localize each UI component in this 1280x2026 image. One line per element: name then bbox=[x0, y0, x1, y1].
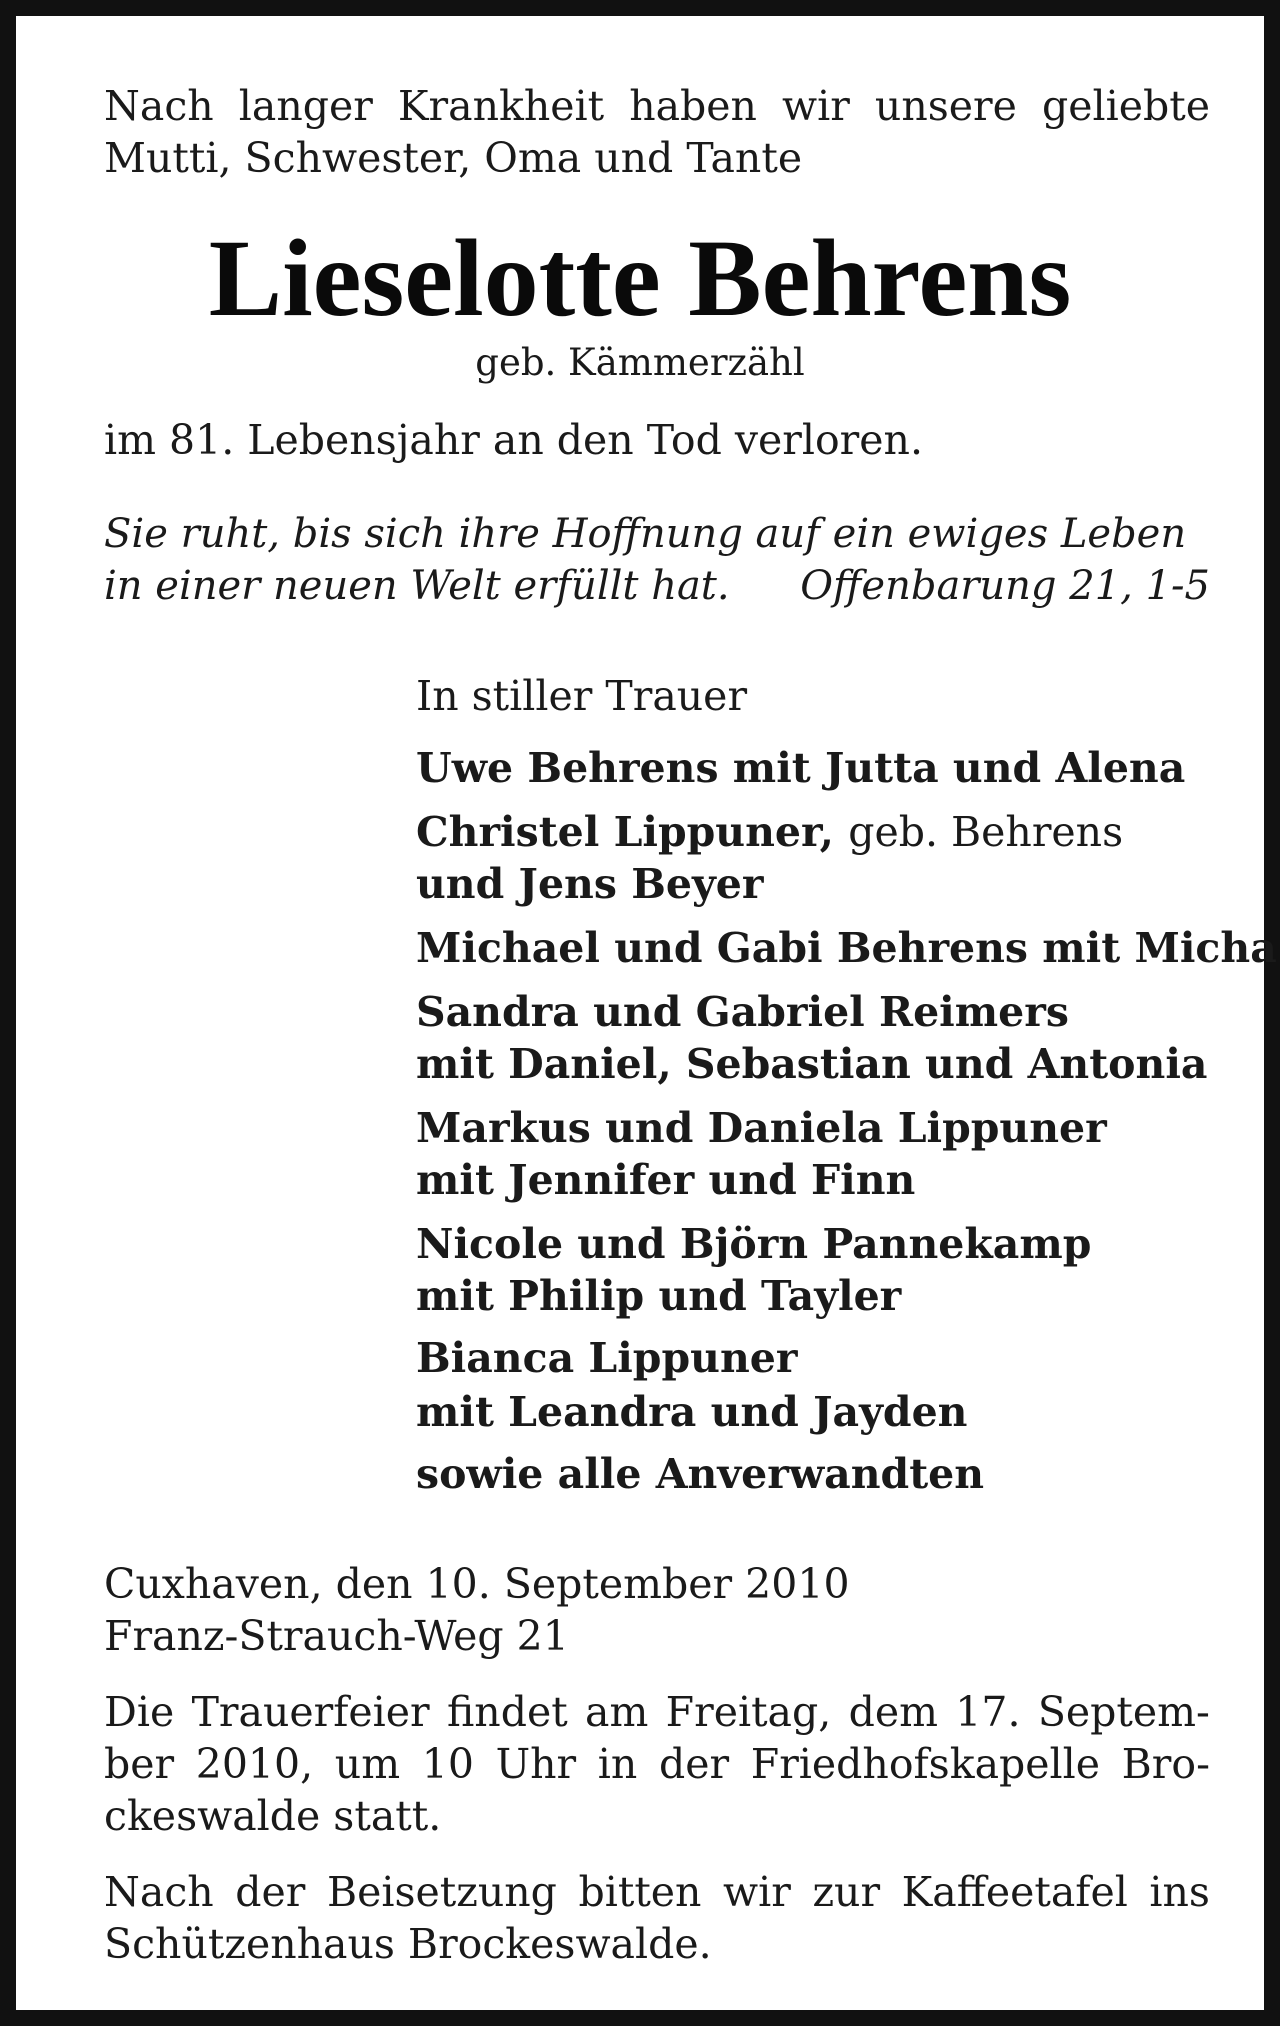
family-line: Bianca Lippuner bbox=[416, 1334, 798, 1382]
quote-text: in einer neuen Welt erfüllt hat. bbox=[104, 563, 730, 609]
intro-word: geliebte bbox=[1041, 82, 1210, 130]
funeral-word: Trauerfeier bbox=[191, 1688, 430, 1736]
funeral-word: um bbox=[334, 1740, 401, 1788]
funeral-line-3: ckeswalde statt. bbox=[104, 1792, 442, 1840]
place-date: Cuxhaven, den 10. September 2010 bbox=[104, 1560, 850, 1608]
scripture-reference: Offenbarung 21, 1-5 bbox=[800, 563, 1210, 609]
funeral-word: Die bbox=[104, 1688, 175, 1736]
coffee-word: wir bbox=[723, 1868, 791, 1916]
family-line: sowie alle Anverwandten bbox=[416, 1450, 985, 1498]
maiden-name: geb. Kämmerzähl bbox=[475, 341, 805, 384]
funeral-word: Septem- bbox=[1037, 1688, 1210, 1736]
funeral-word: am bbox=[585, 1688, 649, 1736]
family-birth-name: geb. Behrens bbox=[848, 808, 1124, 856]
funeral-word: in bbox=[597, 1740, 638, 1788]
family-line: mit Leandra und Jayden bbox=[416, 1388, 968, 1436]
family-name: Christel Lippuner, bbox=[416, 808, 834, 856]
family-line: Sandra und Gabriel Reimers bbox=[416, 988, 1069, 1036]
funeral-word: findet bbox=[446, 1688, 568, 1736]
coffee-line-1 bbox=[104, 1866, 1210, 1918]
funeral-word: Friedhofskapelle bbox=[750, 1740, 1101, 1788]
intro-word: Krankheit bbox=[397, 82, 605, 130]
family-line: Michael und Gabi Behrens mit Micha bbox=[416, 924, 1277, 972]
quote-line-2 bbox=[104, 560, 1210, 612]
deceased-name: Lieselotte Behrens bbox=[208, 217, 1072, 339]
coffee-word: Kaffeetafel bbox=[901, 1868, 1128, 1916]
address: Franz-Strauch-Weg 21 bbox=[104, 1612, 569, 1660]
intro-line-2: Mutti, Schwester, Oma und Tante bbox=[104, 134, 803, 182]
funeral-word: Uhr bbox=[495, 1740, 577, 1788]
funeral-line-1 bbox=[104, 1686, 1210, 1738]
intro-word: Nach bbox=[104, 82, 214, 130]
funeral-word: 2010, bbox=[195, 1740, 314, 1788]
coffee-word: ins bbox=[1149, 1868, 1210, 1916]
funeral-word: 17. bbox=[955, 1688, 1021, 1736]
intro-word: haben bbox=[629, 82, 757, 130]
funeral-word: ber bbox=[104, 1740, 175, 1788]
family-line: mit Daniel, Sebastian und Antonia bbox=[416, 1040, 1208, 1088]
funeral-word: 10 bbox=[421, 1740, 474, 1788]
family-line: mit Jennifer und Finn bbox=[416, 1156, 916, 1204]
mourning-heading: In stiller Trauer bbox=[416, 672, 748, 720]
funeral-word: dem bbox=[848, 1688, 938, 1736]
funeral-word: Freitag, bbox=[665, 1688, 832, 1736]
funeral-line-2 bbox=[104, 1738, 1210, 1790]
family-line: Uwe Behrens mit Jutta und Alena bbox=[416, 744, 1186, 792]
funeral-word: der bbox=[658, 1740, 730, 1788]
age-line: im 81. Lebensjahr an den Tod verloren. bbox=[104, 416, 923, 464]
intro-line-1 bbox=[104, 80, 1210, 132]
quote-line-1: Sie ruht, bis sich ihre Hoffnung auf ein ewiges Leben bbox=[104, 511, 1187, 557]
family-line: mit Philip und Tayler bbox=[416, 1272, 902, 1320]
coffee-word: Nach bbox=[104, 1868, 214, 1916]
intro-word: langer bbox=[238, 82, 373, 130]
family-line: Markus und Daniela Lippuner bbox=[416, 1104, 1107, 1152]
coffee-word: bitten bbox=[578, 1868, 702, 1916]
intro-word: unsere bbox=[874, 82, 1017, 130]
coffee-line-2: Schützenhaus Brockeswalde. bbox=[104, 1920, 712, 1968]
family-line: und Jens Beyer bbox=[416, 860, 764, 908]
family-line bbox=[416, 806, 1123, 858]
family-line: Nicole und Björn Pannekamp bbox=[416, 1220, 1092, 1268]
coffee-word: zur bbox=[812, 1868, 881, 1916]
intro-word: wir bbox=[782, 82, 850, 130]
coffee-word: Beisetzung bbox=[326, 1868, 557, 1916]
coffee-word: der bbox=[235, 1868, 306, 1916]
funeral-word: Bro- bbox=[1121, 1740, 1210, 1788]
